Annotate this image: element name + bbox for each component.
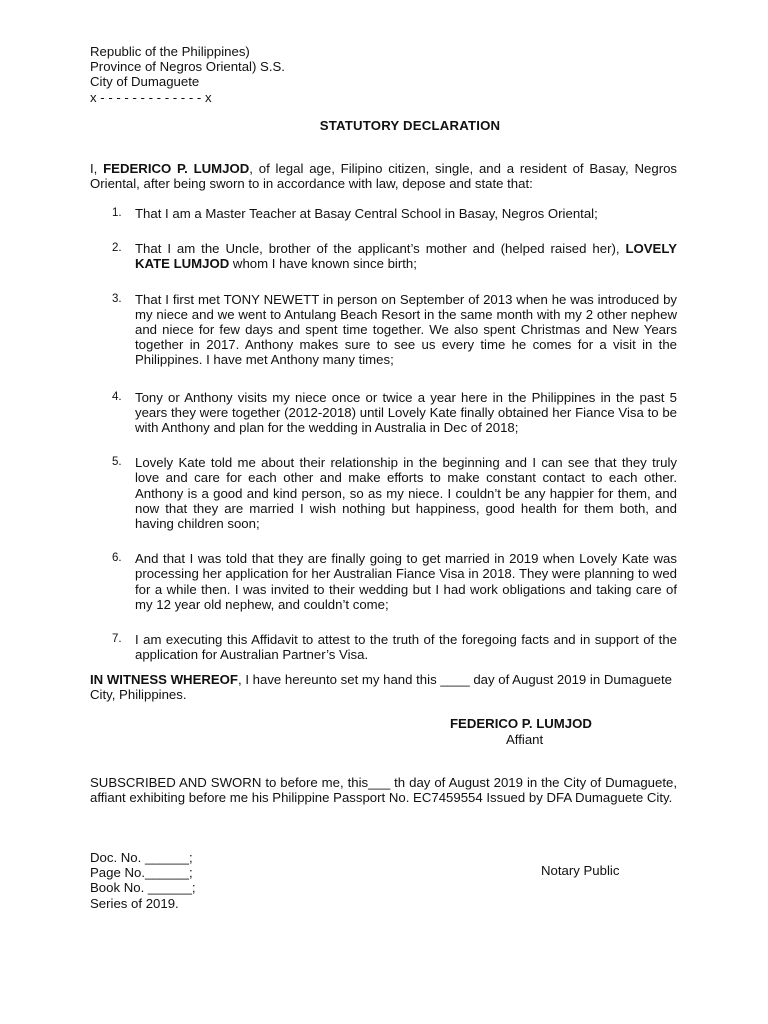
clause-item [90, 241, 677, 271]
clause-number: 5. [112, 456, 122, 469]
clause-text: Tony or Anthony visits my niece once or twice a year here in the Philippines in the past 5 years they were together (2012-2018) until Lovely Kate finally obtained her Fiance Visa to be with Anthony and plan for the wedding in Australia in Dec of 2018; [135, 389, 677, 436]
declarant-name: FEDERICO P. LUMJOD [103, 161, 250, 176]
notarial-register-block [90, 850, 340, 911]
clause-item [90, 390, 677, 436]
clause-text: That I am the Uncle, brother of the applicant’s mother and (helped raised her), [135, 241, 626, 257]
witness-text: , I have hereunto set my hand this ____ day of August 2019 in Dumaguete City, Philippines. [90, 672, 673, 703]
clause-number: 3. [112, 292, 122, 305]
venue-line: City of Dumaguete [90, 74, 200, 90]
clause-list [90, 206, 677, 662]
clause-item [90, 551, 677, 612]
clause-text: And that I was told that they are finally going to get married in 2019 when Lovely Kate was processing her application for her Australian Fiance Visa in 2018. They were planning to wed for a while then. I was invited to their wedding but I had work obligations and taking care of my 12 year old nephew, and couldn’t come; [135, 551, 677, 612]
applicant-name: LOVELY KATE LUMJOD [135, 241, 677, 272]
affiant-name: FEDERICO P. LUMJOD [450, 716, 592, 731]
clause-number: 6. [112, 552, 122, 565]
venue-block [90, 44, 390, 105]
clause-number: 7. [112, 633, 122, 646]
intro-paragraph [90, 161, 677, 191]
clause-text: whom I have known since birth; [229, 256, 417, 272]
doc-number: Doc. No. ______; [90, 850, 193, 865]
intro-text: , of legal age, Filipino citizen, single, and a resident of Basay, Negros Oriental, after being sworn to in accordance with law, depose and state that: [90, 161, 678, 192]
clause-item [90, 206, 677, 221]
affiant-role: Affiant [506, 732, 544, 747]
notary-public-label: Notary Public [541, 863, 620, 878]
clause-text: That I am a Master Teacher at Basay Central School in Basay, Negros Oriental; [135, 206, 598, 221]
clause-number: 4. [112, 390, 122, 403]
venue-line: Republic of the Philippines) [90, 44, 250, 59]
document-title: STATUTORY DECLARATION [319, 118, 501, 133]
book-number: Book No. ______; [90, 880, 196, 896]
series-number: Series of 2019. [90, 895, 179, 911]
clause-item [90, 292, 677, 368]
clause-text: That I first met TONY NEWETT in person on September of 2013 when he was introduced by my niece and we went to Antulang Beach Resort in the same month with my 2 other nephew and niece for few days and spent time together. We also spent Christmas and New Years together in 2017. Anthony makes sure to see us every time he comes for a visit in the Philippines. I have met Anthony many times; [135, 291, 677, 368]
clause-number: 1. [112, 207, 122, 219]
witness-heading: IN WITNESS WHEREOF [90, 672, 238, 687]
page-number: Page No.______; [90, 865, 193, 881]
witness-paragraph [90, 672, 677, 702]
clause-item [90, 632, 677, 662]
clause-text: Lovely Kate told me about their relationship in the beginning and I can see that they truly love and care for each other and make efforts to make constant contact to each other. Anthony is a good and kind person, so as my niece. I couldn’t be any happier for them, and now that they are married I wish nothing but happiness, good health for them both, and having children soon; [135, 455, 677, 532]
venue-separator: x - - - - - - - - - - - - - x [90, 89, 212, 105]
clause-item [90, 455, 677, 531]
clause-text: I am executing this Affidavit to attest to the truth of the foregoing facts and in support of the application for Australian Partner’s Visa. [135, 632, 677, 663]
intro-prefix: I, [90, 161, 104, 176]
venue-line: Province of Negros Oriental) S.S. [90, 59, 285, 75]
clause-number: 2. [112, 242, 122, 255]
jurat-paragraph: SUBSCRIBED AND SWORN to before me, this___ th day of August 2019 in the City of Dumaguete, affiant exhibiting before me his Philippine Passport No. EC7459554 Issued by DFA Dumaguete City. [90, 775, 677, 806]
